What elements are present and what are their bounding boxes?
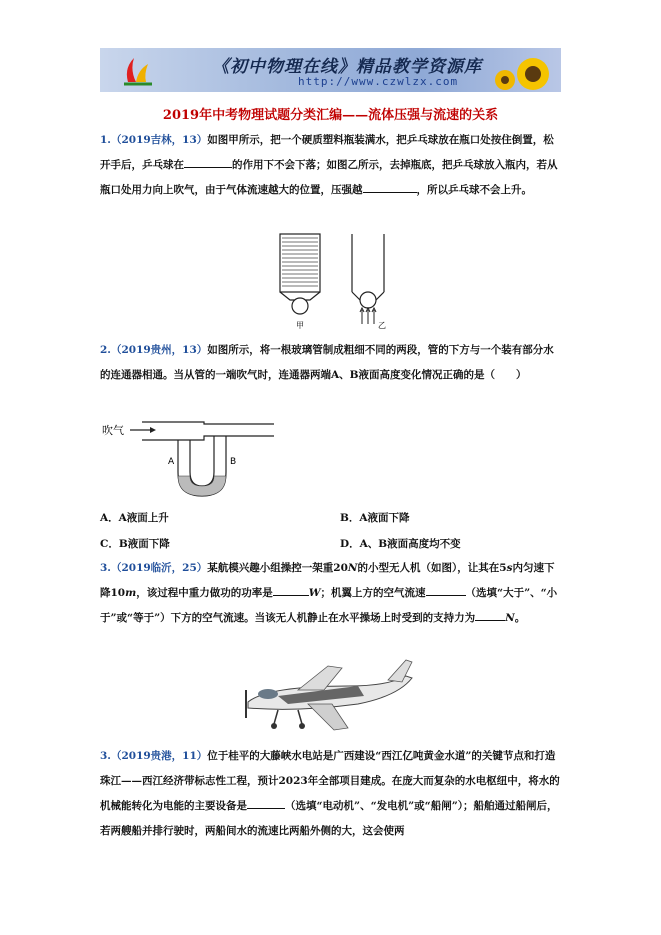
unit: s	[506, 562, 513, 574]
question-text: 。	[514, 612, 526, 624]
question-text: ，所以乒乓球不会上升。	[416, 184, 532, 196]
question-3	[100, 556, 562, 631]
bottle-b-figure	[352, 234, 386, 330]
question-text: 内匀速下降10	[100, 562, 555, 599]
banner-title: 《初中物理在线》精品教学资源库	[212, 57, 482, 77]
label-b: B	[230, 457, 237, 467]
option-c[interactable]: C．B液面下降	[100, 538, 170, 550]
option-b[interactable]: B．A液面下降	[340, 512, 410, 524]
option-d[interactable]: D．A、B液面高度均不变	[340, 538, 461, 550]
figure-bottles	[270, 232, 400, 332]
figure-u-tube	[100, 416, 280, 502]
question-source: 3.（2019贵港，11）	[100, 750, 208, 762]
unit: N	[505, 612, 515, 624]
unit: W	[308, 587, 321, 599]
document-title: 2019年中考物理试题分类汇编——流体压强与流速的关系	[162, 108, 499, 123]
question-text: 如图甲所示，把一个硬质塑料瓶装满水，把乒乓球放在瓶口处按住倒置，松开手后，乒乓球在	[100, 134, 554, 171]
question-4	[100, 744, 562, 844]
question-text: ；机翼上方的空气流速	[320, 587, 426, 599]
figure-blow-label: 吹气	[102, 424, 124, 437]
answer-blank[interactable]	[273, 584, 309, 596]
question-text: 某航模兴趣小组操控一架重20	[207, 562, 348, 574]
bottle-a-figure	[280, 234, 320, 330]
question-text: 的小型无人机（如图），让其在5	[357, 562, 507, 574]
question-source: 2.（2019贵州，13）	[100, 344, 208, 356]
figure-label-a: 甲	[296, 321, 304, 330]
option-a[interactable]: A．A液面上升	[100, 512, 169, 524]
question-text: 如图所示，将一根玻璃管制成粗细不同的两段，管的下方与一个装有部分水的连通器相通。当从管的一端吹气时，连通器两端A、B液面高度变化情况正确的是（ ）	[100, 344, 554, 381]
logo-icon	[120, 52, 156, 88]
unit: m	[125, 587, 137, 599]
sunflower-icon	[493, 54, 553, 92]
question-source: 3.（2019临沂，25）	[100, 562, 208, 574]
answer-blank[interactable]	[475, 609, 505, 621]
answer-blank[interactable]	[184, 156, 232, 168]
banner-url[interactable]: http://www.czwlzx.com	[298, 75, 459, 88]
label-a: A	[168, 457, 175, 467]
header-banner	[100, 48, 561, 92]
answer-blank[interactable]	[426, 584, 466, 596]
figure-label-b: 乙	[378, 321, 386, 330]
answer-blank[interactable]	[363, 181, 417, 193]
answer-blank[interactable]	[247, 797, 285, 809]
question-text: （选填“大于”、“小于”或“等于”）下方的空气流速。当该无人机静止在水平操场上时受到的支持力为	[100, 587, 558, 624]
unit: N	[347, 562, 358, 574]
question-text: 位于桂平的大藤峡水电站是广西建设“西江亿吨黄金水道”的关键节点和打造珠江——西江经济带标志性工程，预计2023年全部项目建成。在庞大而复杂的水电枢纽中，将水的机械能转化为电能的主要设备是	[100, 750, 560, 812]
figure-aircraft	[238, 656, 424, 736]
question-source: 1.（2019吉林，13）	[100, 134, 208, 146]
question-text: 的作用下不会下落；如图乙所示，去掉瓶底，把乒乓球放入瓶内，若从瓶口处用力向上吹气，由于气体流速越大的位置，压强越	[100, 159, 558, 196]
question-text: ，该过程中重力做功的功率是	[136, 587, 273, 599]
question-1	[100, 128, 562, 203]
question-text: （选填“电动机”、“发电机”或“船闸”）；船舶通过船闸后，若两艘船并排行驶时，两船间水的流速比两船外侧的大，这会使两	[100, 800, 558, 837]
question-2	[100, 338, 562, 388]
